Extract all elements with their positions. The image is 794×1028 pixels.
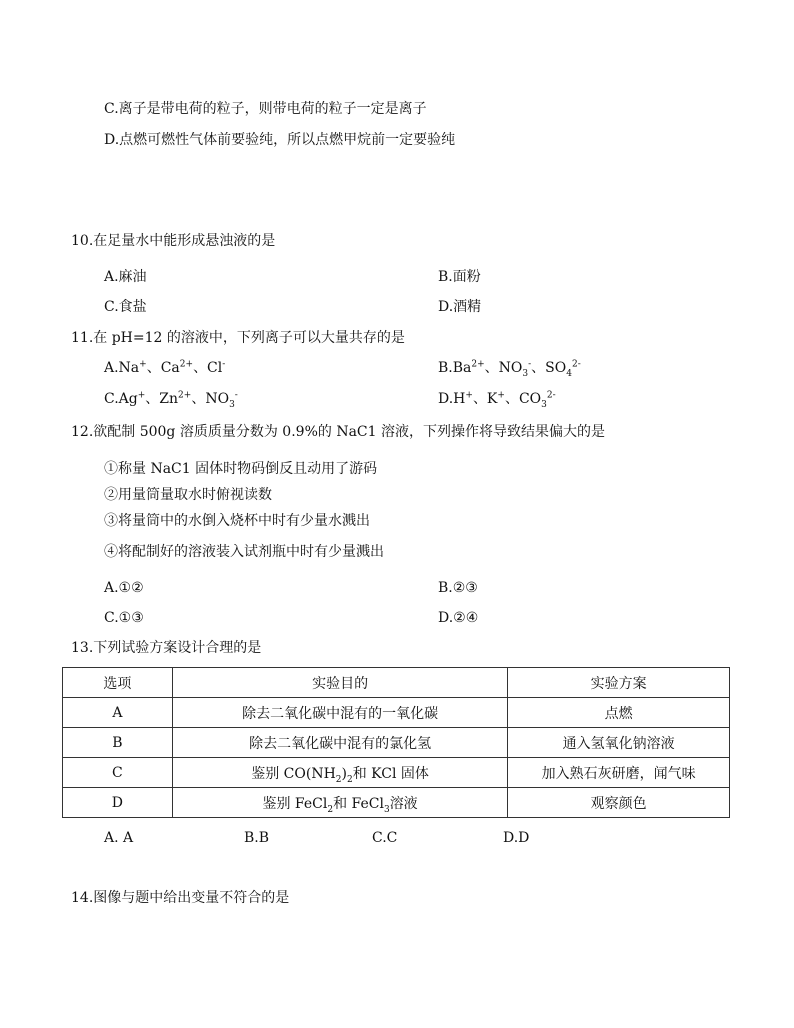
table-cell-option: D <box>63 788 173 818</box>
table-header-row <box>63 668 730 698</box>
table-cell-option: A <box>63 698 173 728</box>
q12-option-c: C.①③ <box>104 610 144 626</box>
table-header-option: 选项 <box>63 668 173 698</box>
table-row <box>63 788 730 818</box>
table-cell-purpose: 鉴别 $CO(NH_2)_2$和 KCl 固体 <box>172 758 508 788</box>
q11-option-a: A.Na+、$Ca^{2+}$、Cl- <box>104 359 226 376</box>
q12-option-d: D.②④ <box>438 610 479 626</box>
table-row <box>63 758 730 788</box>
q13-option-d: D.D <box>503 830 530 846</box>
q11-stem: 11.在 pH=12 的溶液中，下列离子可以大量共存的是 <box>71 330 405 346</box>
table-cell-purpose: 除去二氧化碳中混有的氯化氢 <box>172 728 508 758</box>
q13-option-a: A. A <box>104 830 134 846</box>
q10-stem: 10.在足量水中能形成悬浊液的是 <box>71 233 276 249</box>
table-header-plan: 实验方案 <box>508 668 730 698</box>
q12-item-1: ①称量 NaC1 固体时物码倒反且动用了游码 <box>104 461 378 477</box>
q13-option-b: B.B <box>244 830 270 846</box>
table-row <box>63 728 730 758</box>
table-cell-purpose: 除去二氧化碳中混有的一氧化碳 <box>172 698 508 728</box>
table-cell-purpose: 鉴别 FeCl$_2$和 FeCl$_3$溶液 <box>172 788 508 818</box>
table-cell-option: B <box>63 728 173 758</box>
q10-option-b: B.面粉 <box>438 269 481 285</box>
table-cell-option: C <box>63 758 173 788</box>
q11-option-d: D.H+、K+、$CO_3^{2-}$ <box>438 390 556 410</box>
table-cell-plan: 观察颜色 <box>508 788 730 818</box>
q13-option-c: C.C <box>372 830 398 846</box>
q10-option-d: D.酒精 <box>438 299 482 315</box>
q12-item-3: ③将量筒中的水倒入烧杯中时有少量水溅出 <box>104 513 370 529</box>
q11-option-b: $B.Ba^{2+}$、$NO_3^-$、$SO_4^{2-}$ <box>438 359 581 379</box>
table-header-purpose: 实验目的 <box>172 668 508 698</box>
q9-option-d: D.点燃可燃性气体前要验纯，所以点燃甲烷前一定要验纯 <box>104 132 456 148</box>
q14-stem: 14.图像与题中给出变量不符合的是 <box>71 890 290 906</box>
q12-item-4: ④将配制好的溶液装入试剂瓶中时有少量溅出 <box>104 544 384 560</box>
table-cell-plan: 加入熟石灰研磨，闻气味 <box>508 758 730 788</box>
q13-stem: 13.下列试验方案设计合理的是 <box>71 640 262 656</box>
q11-option-c: C.Ag+、$Zn^{2+}$、$NO_3^-$ <box>104 390 238 410</box>
q12-stem: 12.欲配制 500g 溶质质量分数为 0.9%的 NaC1 溶液，下列操作将导致结果偏大的是 <box>71 424 605 440</box>
q12-option-b: B.②③ <box>438 580 478 596</box>
q10-option-a: A.麻油 <box>104 269 147 285</box>
table-cell-plan: 点燃 <box>508 698 730 728</box>
table-row <box>63 698 730 728</box>
q12-option-a: A.①② <box>104 580 144 596</box>
q12-item-2: ②用量筒量取水时俯视读数 <box>104 487 272 503</box>
experiment-table <box>62 667 730 818</box>
q9-option-c: C.离子是带电荷的粒子，则带电荷的粒子一定是离子 <box>104 101 427 117</box>
q10-option-c: C.食盐 <box>104 299 147 315</box>
table-cell-plan: 通入氢氧化钠溶液 <box>508 728 730 758</box>
